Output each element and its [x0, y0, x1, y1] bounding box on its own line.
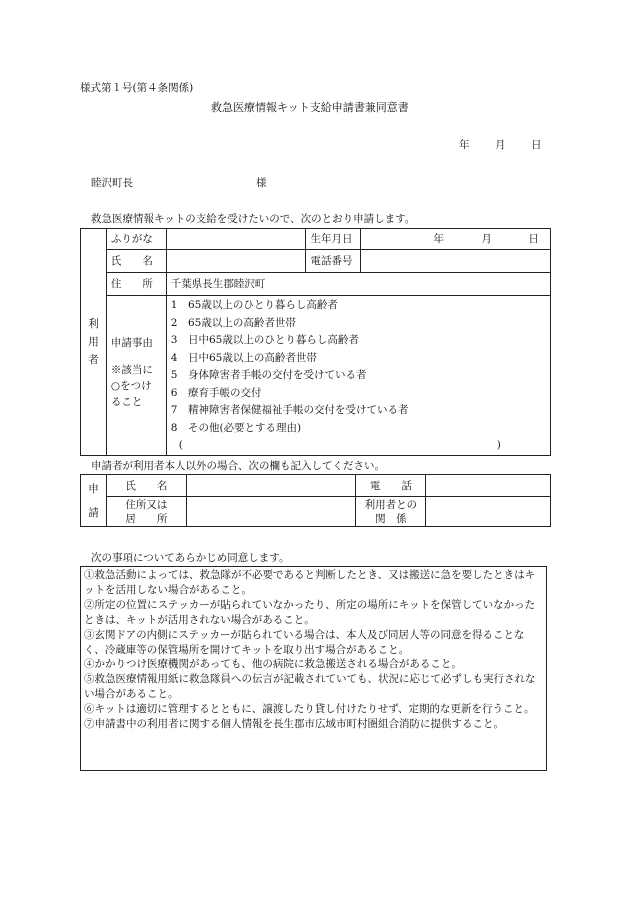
phone-label: 電話番号	[306, 250, 361, 273]
birthdate-label: 生年月日	[306, 229, 361, 250]
other-reason-field[interactable]: ( )	[178, 439, 501, 451]
applicant-name-field[interactable]	[186, 475, 356, 497]
applicant-table	[80, 474, 551, 527]
agreement-intro: 次の事項についてあらかじめ同意します。	[91, 552, 290, 564]
agreement-item: ④かかりつけ医療機関があっても、他の病院に救急搬送される場合があること。	[84, 658, 462, 671]
agreement-item: ②所定の位置にステッカーが貼られていなかったり、所定の場所にキットを保管していなかったときは、キットが活用されない場合があること。	[84, 598, 536, 626]
agreement-item: ⑦申請書中の利用者に関する個人情報を長生郡市広域市町村圏組合消防に提供すること。	[84, 718, 504, 731]
agreement-item: ⑤救急医療情報用紙に救急隊員への伝言が記載されていても、状況に応じて必ずしも実行されない場合があること。	[84, 673, 536, 701]
reason-item[interactable]: 5 身体障害者手帳の交付を受けている者	[170, 369, 367, 381]
name-label: 氏 名	[106, 250, 166, 273]
reason-item[interactable]: 1 65歳以上のひとり暮らし高齢者	[170, 299, 338, 311]
applicant-relation-label: 利用者との 関 係	[356, 497, 426, 527]
form-number: 様式第１号(第４条関係)	[80, 82, 194, 94]
phone-field[interactable]	[361, 250, 551, 273]
applicant-phone-field[interactable]	[426, 475, 551, 497]
user-side-label: 利 用 者	[81, 229, 107, 456]
addressee-honorific: 様	[256, 177, 267, 189]
furigana-label: ふりがな	[106, 229, 166, 250]
applicant-phone-label: 電 話	[356, 475, 426, 497]
reason-list	[166, 296, 550, 456]
agreement-item: ⑥キットは適切に管理するとともに、譲渡したり貸し付けたりせず、定期的な更新を行うこと。	[84, 703, 535, 716]
reason-item[interactable]: 3 日中65歳以上のひとり暮らし高齢者	[170, 334, 359, 346]
reason-label: 申請事由	[110, 337, 153, 349]
reason-item[interactable]: 4 日中65歳以上の高齢者世帯	[170, 351, 317, 364]
applicant-side-label: 申 請	[81, 475, 107, 527]
applicant-relation-field[interactable]	[426, 497, 551, 527]
address-field[interactable]: 千葉県長生郡睦沢町	[166, 273, 550, 296]
reason-note: ※該当に ○をつけ ること	[110, 364, 153, 408]
document-title: 救急医療情報キット支給申請書兼同意書	[211, 101, 409, 114]
agreement-item: ①救急活動によっては、救急隊が不必要であると判断したとき、又は搬送に急を要したときはキットを活用しない場合があること。	[84, 569, 536, 596]
date-year-label: 年	[459, 139, 470, 151]
addressee-name: 睦沢町長	[91, 177, 133, 189]
reason-item[interactable]: 2 65歳以上の高齢者世帯	[170, 316, 296, 329]
intro-text: 救急医療情報キットの支給を受けたいので、次のとおり申請します。	[91, 213, 416, 225]
applicant-address-label: 住所又は 居 所	[106, 497, 186, 527]
birthdate-field[interactable]: 年 月 日	[361, 229, 551, 250]
reason-item[interactable]: 8 その他(必要とする理由)	[170, 421, 302, 434]
agreement-box	[80, 566, 547, 771]
reason-item[interactable]: 7 精神障害者保健福祉手帳の交付を受けている者	[170, 404, 409, 416]
applicant-address-field[interactable]	[186, 497, 356, 527]
user-table	[80, 228, 551, 456]
reason-label-cell	[106, 296, 166, 456]
date-day-label: 日	[531, 139, 542, 151]
reason-item[interactable]: 6 療育手帳の交付	[170, 386, 262, 399]
name-field[interactable]	[166, 250, 306, 273]
date-month-label: 月	[495, 139, 506, 151]
furigana-field[interactable]	[166, 229, 306, 250]
address-label: 住 所	[106, 273, 166, 296]
agreement-item: ③玄関ドアの内側にステッカーが貼られている場合は、本人及び同居人等の同意を得ることなく、冷蔵庫等の保管場所を開けてキットを取り出す場合があること。	[84, 628, 525, 656]
applicant-note: 申請者が利用者本人以外の場合、次の欄も記入してください。	[91, 460, 385, 472]
applicant-name-label: 氏 名	[106, 475, 186, 497]
